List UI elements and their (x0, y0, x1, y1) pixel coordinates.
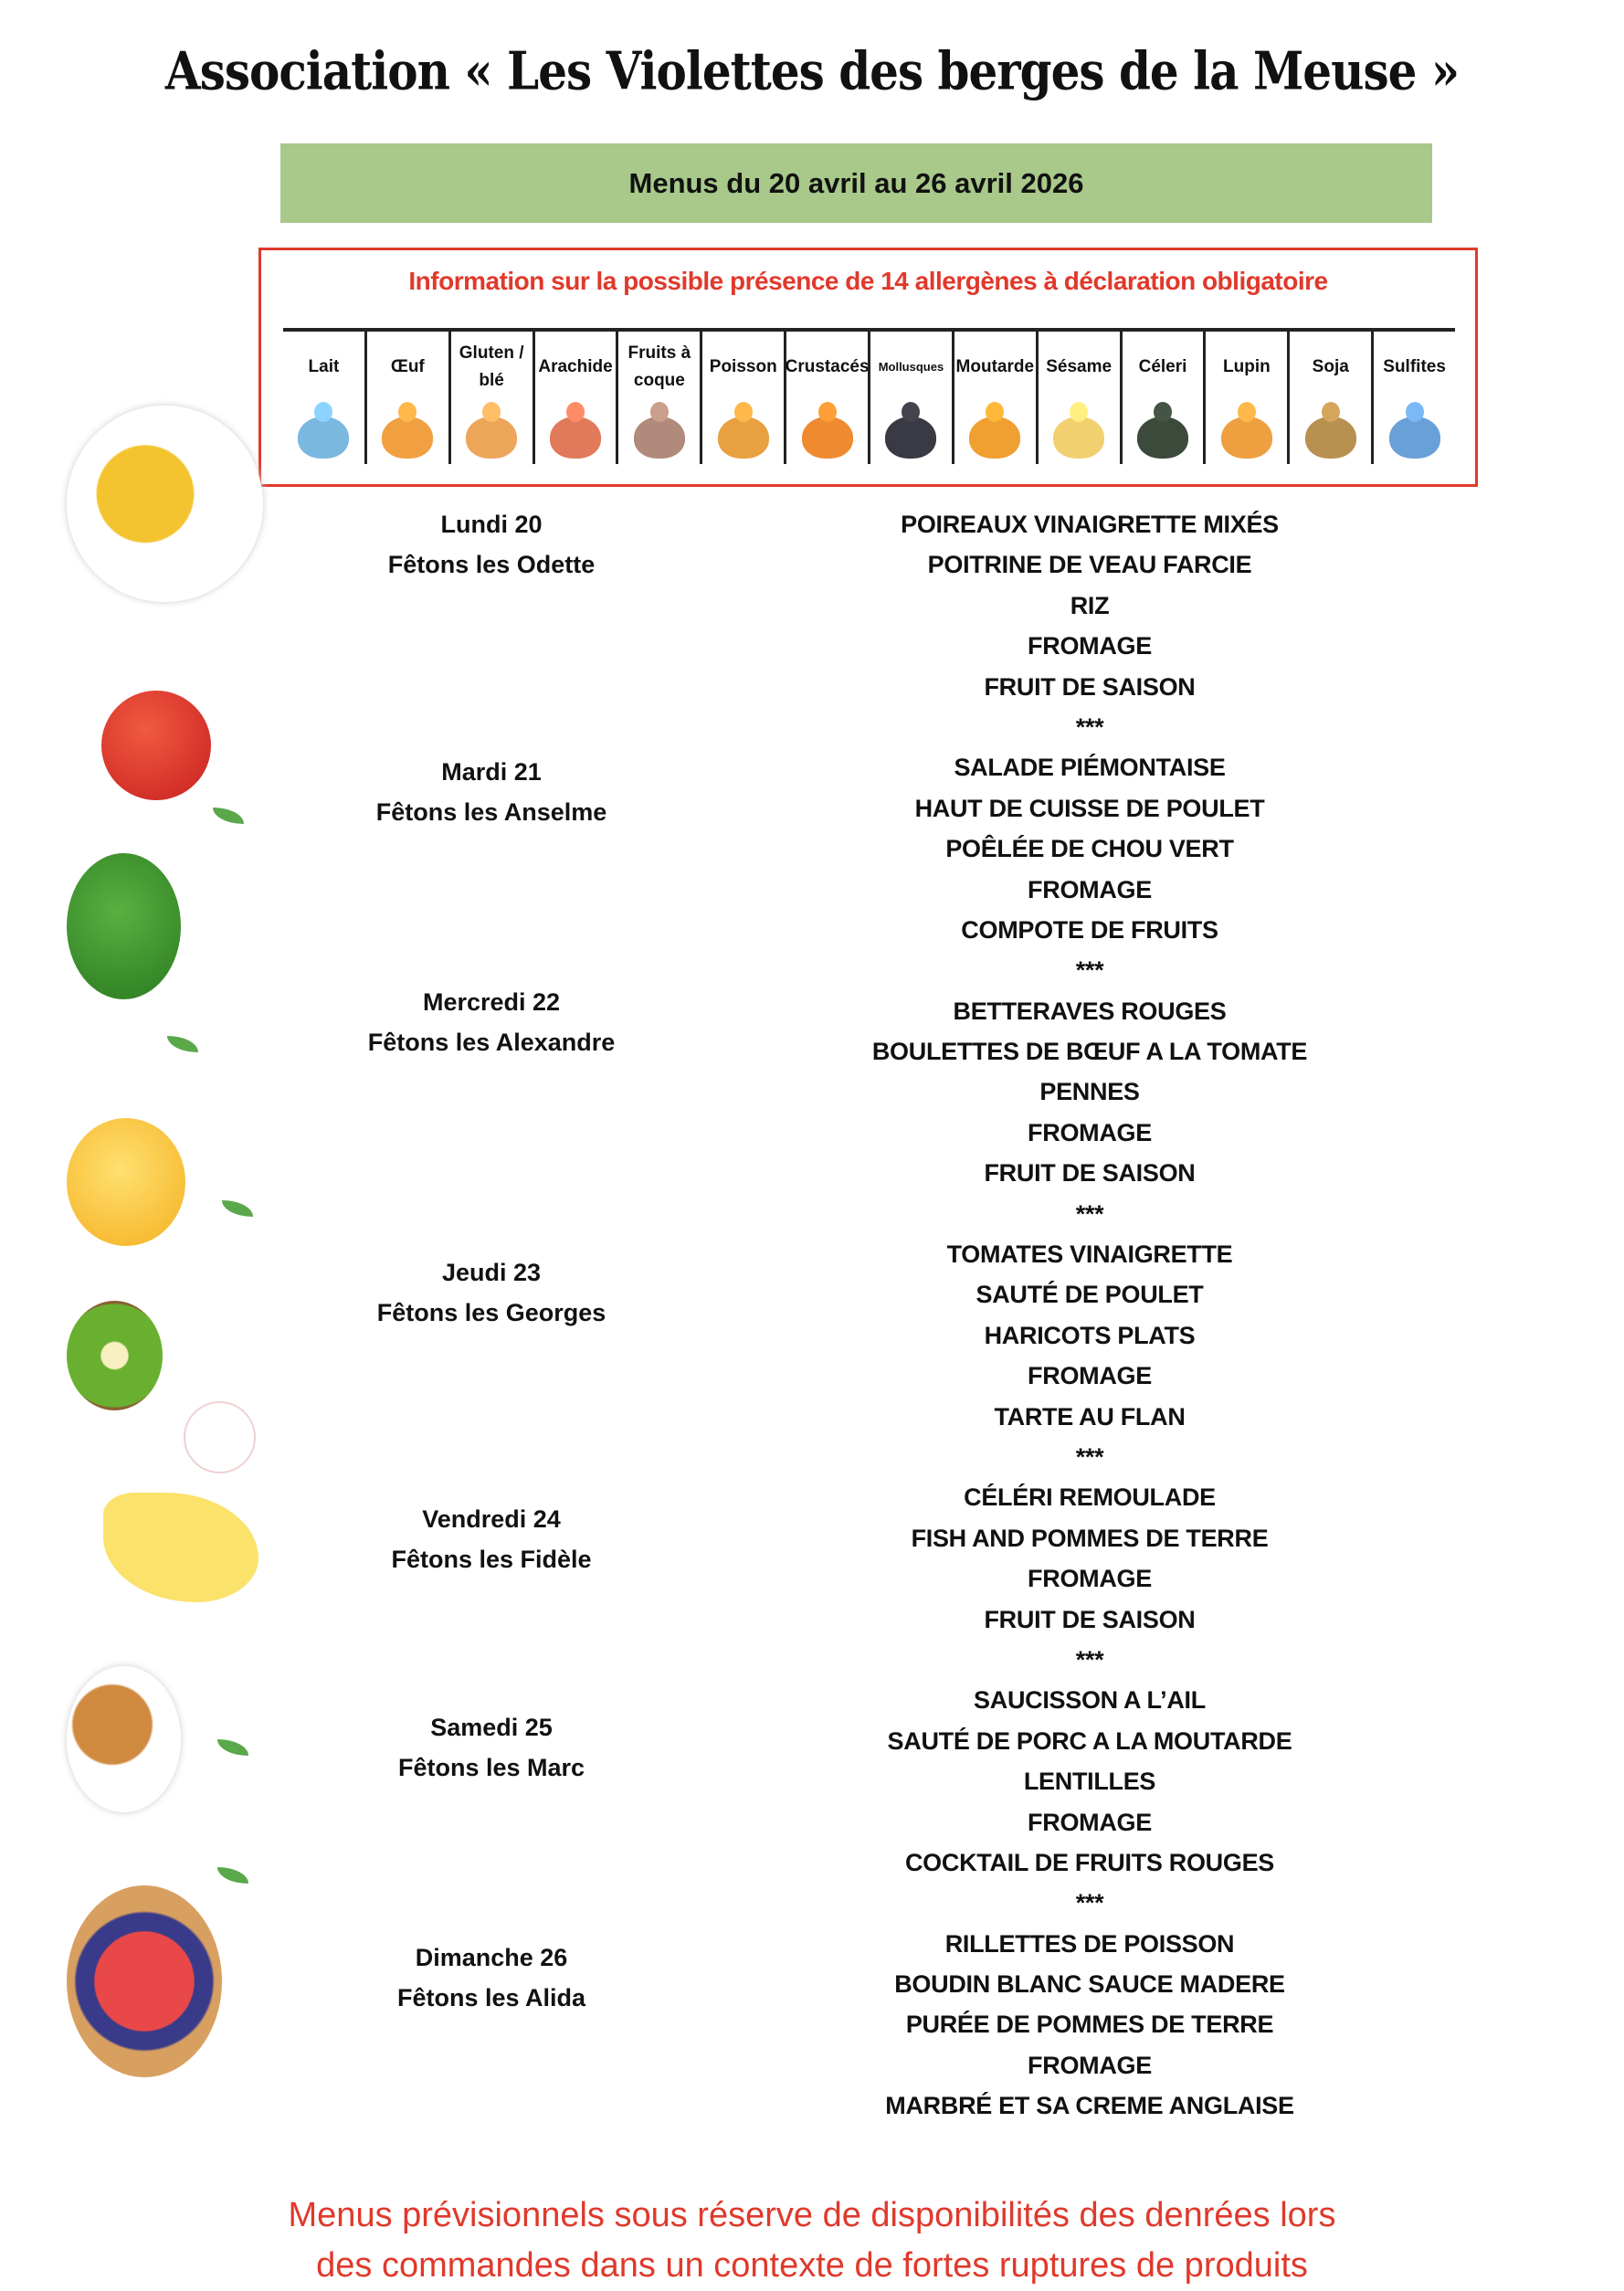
day-label (301, 1937, 681, 2018)
leaf-icon (167, 1036, 198, 1052)
kiwi-icon (67, 1301, 163, 1410)
menu-item: FRUIT DE SAISON (984, 672, 1196, 701)
menu-separator: *** (1075, 1199, 1104, 1228)
day-label (301, 1252, 681, 1333)
menu-item: COMPOTE DE FRUITS (961, 915, 1218, 944)
day-name: Jeudi 23 (441, 1259, 542, 1286)
feast-name: Fêtons les Alida (396, 1984, 586, 2011)
menu-separator: *** (1075, 1645, 1104, 1673)
menu-item: LENTILLES (1023, 1768, 1156, 1796)
menu-item: HARICOTS PLATS (984, 1321, 1196, 1349)
allergen-icon (466, 417, 517, 459)
menu-item: RILLETTES DE POISSON (944, 1929, 1235, 1958)
feast-name: Fêtons les Odette (387, 551, 596, 578)
day-name: Dimanche 26 (415, 1944, 568, 1971)
menu-item: SAUTÉ DE POULET (975, 1281, 1204, 1309)
menu-item: TOMATES VINAIGRETTE (946, 1241, 1233, 1269)
leaf-icon (217, 1739, 248, 1756)
menu-item: MARBRÉ ET SA CREME ANGLAISE (885, 2092, 1294, 2120)
menu-item: POIREAUX VINAIGRETTE MIXÉS (901, 511, 1279, 538)
allergen-0 (283, 332, 364, 464)
feast-name: Fêtons les Marc (397, 1754, 585, 1781)
week-banner (280, 143, 1432, 223)
tomato-icon (101, 691, 211, 800)
menu-item: HAUT DE CUISSE DE POULET (914, 794, 1265, 822)
feast-name: Fêtons les Georges (376, 1299, 606, 1326)
leaf-icon (217, 1867, 248, 1884)
menu-item: FROMAGE (1028, 1565, 1152, 1593)
allergen-label: Arachide (535, 335, 617, 399)
lemon-tart-icon (67, 406, 263, 602)
menu-item: FISH AND POMMES DE TERRE (911, 1524, 1269, 1552)
allergen-icon (1221, 417, 1272, 459)
allergen-12 (1287, 332, 1371, 464)
allergen-icon (550, 417, 601, 459)
feast-name: Fêtons les Alexandre (367, 1029, 616, 1056)
feast-name: Fêtons les Fidèle (391, 1546, 592, 1573)
allergen-heading: Information sur la possible présence de 14 allergènes à déclaration obligatoire (408, 267, 1328, 295)
day-label (301, 1499, 681, 1579)
allergen-info-box (258, 248, 1478, 487)
cheese-icon (103, 1493, 258, 1602)
menu-separator: *** (1075, 713, 1104, 741)
allergen-label: Œuf (367, 335, 448, 399)
allergen-icon (885, 417, 936, 459)
menu-item: FROMAGE (1028, 632, 1152, 660)
menu-item: SAUTÉ DE PORC A LA MOUTARDE (887, 1726, 1292, 1755)
menu-item: BOULETTES DE BŒUF A LA TOMATE (871, 1038, 1308, 1066)
day-name: Mardi 21 (441, 758, 542, 786)
onion-icon (184, 1401, 256, 1473)
allergen-icon (382, 417, 433, 459)
day-label (301, 1707, 681, 1788)
menu-item: FROMAGE (1028, 2051, 1152, 2079)
feast-name: Fêtons les Anselme (375, 798, 607, 826)
leaf-icon (222, 1200, 253, 1217)
menu-item: SAUCISSON A L’AIL (974, 1686, 1206, 1715)
leaf-icon (213, 808, 244, 824)
menu-item: FRUIT DE SAISON (984, 1605, 1196, 1633)
allergen-label: Lupin (1206, 335, 1287, 399)
allergen-icon (1389, 417, 1440, 459)
allergen-icon (1305, 417, 1356, 459)
menu-item: RIZ (1070, 591, 1110, 619)
allergen-icon (718, 417, 769, 459)
allergen-label: Fruits à coque (618, 335, 700, 399)
allergen-6 (784, 332, 868, 464)
allergen-label: Moutarde (954, 335, 1036, 399)
menu-item: FRUIT DE SAISON (984, 1159, 1196, 1188)
allergen-icon (802, 417, 853, 459)
allergen-9 (1036, 332, 1120, 464)
day-label (301, 752, 681, 832)
association-title: Association « Les Violettes des berges de la Meuse » (164, 39, 1460, 102)
menu-item: TARTE AU FLAN (994, 1402, 1186, 1431)
menu-separator: *** (1075, 1889, 1104, 1917)
menu-item: FROMAGE (1028, 875, 1152, 903)
allergen-label: Sulfites (1374, 335, 1455, 399)
menu-item: FROMAGE (1028, 1362, 1152, 1390)
allergen-label: Sésame (1039, 335, 1120, 399)
menu-item: POÊLÉE DE CHOU VERT (945, 835, 1234, 863)
menu-item: FROMAGE (1028, 1118, 1152, 1146)
menu-item: SALADE PIÉMONTAISE (954, 754, 1226, 782)
allergen-2 (448, 332, 533, 464)
week-title: Menus du 20 avril au 26 avril 2026 (628, 166, 1084, 199)
allergen-icon (1053, 417, 1104, 459)
allergen-label: Mollusques (870, 335, 952, 399)
menu-item: COCKTAIL DE FRUITS ROUGES (904, 1848, 1274, 1876)
food-decoration-strip (67, 369, 274, 2083)
day-name: Vendredi 24 (422, 1505, 561, 1533)
allergen-7 (868, 332, 952, 464)
allergen-label: Lait (283, 335, 364, 399)
day-name: Lundi 20 (440, 511, 543, 538)
menu-item: BETTERAVES ROUGES (953, 997, 1227, 1025)
allergen-3 (533, 332, 617, 464)
orange-juice-icon (67, 1118, 185, 1246)
coffee-cup-icon (67, 1666, 181, 1812)
day-label (301, 982, 681, 1062)
menu-item: FROMAGE (1028, 1808, 1152, 1836)
fruit-tart-icon (67, 1885, 222, 2077)
allergen-label: Gluten / blé (451, 335, 533, 399)
allergen-4 (616, 332, 700, 464)
menu-item: PURÉE DE POMMES DE TERRE (905, 2011, 1274, 2039)
day-name: Mercredi 22 (422, 988, 561, 1016)
allergen-11 (1203, 332, 1287, 464)
footer-line: des commandes dans un contexte de fortes ruptures de produits (316, 2246, 1308, 2285)
allergen-10 (1120, 332, 1204, 464)
menu-item: BOUDIN BLANC SAUCE MADERE (894, 1970, 1285, 1999)
allergen-label: Soja (1290, 335, 1371, 399)
allergen-label: Crustacés (786, 335, 868, 399)
pepper-icon (67, 853, 181, 999)
allergen-8 (952, 332, 1036, 464)
footer-line: Menus prévisionnels sous réserve de disponibilités des denrées lors (288, 2196, 1336, 2234)
menu-separator: *** (1075, 956, 1104, 985)
menu-item: PENNES (1039, 1078, 1140, 1106)
allergen-icon (969, 417, 1020, 459)
allergen-icon (634, 417, 685, 459)
allergen-1 (364, 332, 448, 464)
day-label (301, 504, 681, 585)
allergen-icon (298, 417, 349, 459)
day-name: Samedi 25 (430, 1714, 553, 1741)
allergen-5 (700, 332, 784, 464)
allergen-icon (1137, 417, 1188, 459)
menu-list (804, 504, 1376, 2127)
menu-separator: *** (1075, 1442, 1104, 1471)
allergen-label: Céleri (1123, 335, 1204, 399)
allergen-table (283, 328, 1455, 464)
menu-item: POITRINE DE VEAU FARCIE (927, 551, 1252, 579)
menu-item: CÉLÉRI REMOULADE (964, 1483, 1216, 1512)
allergen-label: Poisson (702, 335, 784, 399)
allergen-13 (1371, 332, 1455, 464)
